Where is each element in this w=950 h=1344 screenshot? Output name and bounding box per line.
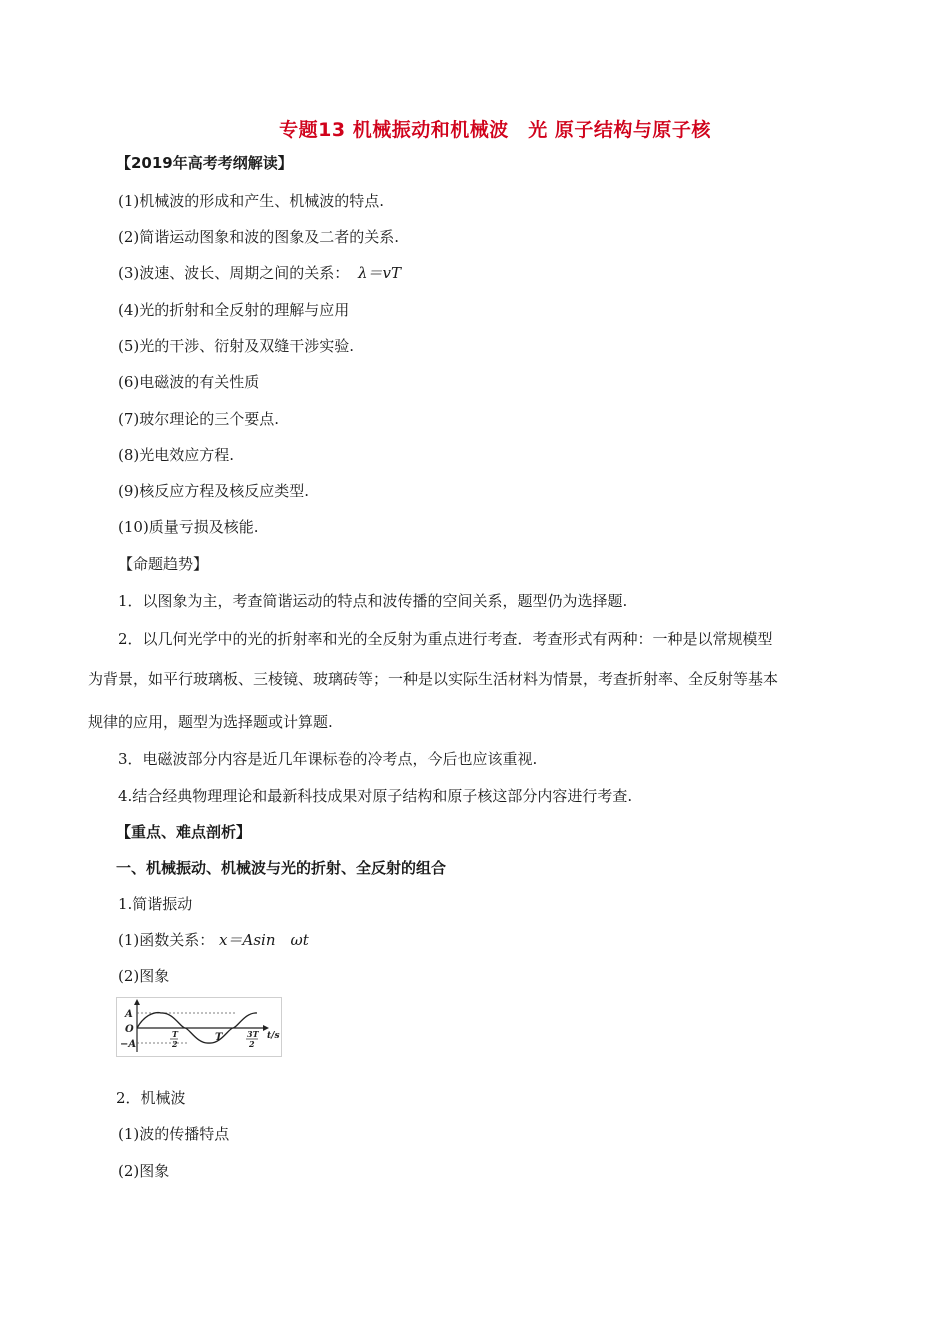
wave-propagation-item: (1)波的传播特点 bbox=[118, 1125, 230, 1143]
syllabus-item-3 bbox=[118, 262, 401, 283]
trend-paragraph-2-line-3: 规律的应用，题型为选择题或计算题. bbox=[88, 713, 333, 731]
shm-function-label: (1)函数关系： bbox=[118, 931, 215, 949]
shm-function-line bbox=[118, 929, 309, 950]
tick-3T2-num: 3T bbox=[247, 1029, 259, 1039]
syllabus-item-2: (2)简谐运动图象和波的图象及二者的关系. bbox=[118, 228, 400, 246]
syllabus-item-9: (9)核反应方程及核反应类型. bbox=[118, 482, 310, 500]
trend-paragraph-1: 1．以图象为主，考查简谐运动的特点和波传播的空间关系，题型仍为选择题. bbox=[118, 592, 628, 610]
trend-paragraph-4: 4.结合经典物理理论和最新科技成果对原子结构和原子核这部分内容进行考查. bbox=[118, 787, 633, 805]
wave-formula: λ＝vT bbox=[358, 264, 402, 282]
label-O: O bbox=[125, 1024, 134, 1035]
trend-paragraph-2-line-2: 为背景，如平行玻璃板、三棱镜、玻璃砖等；一种是以实际生活材料为情景，考查折射率、全反射等基本 bbox=[88, 670, 779, 688]
trend-paragraph-2-line-1: 2．以几何光学中的光的折射率和光的全反射为重点进行考查．考查形式有两种：一种是以常规模型 bbox=[118, 630, 773, 648]
syllabus-item-1: (1)机械波的形成和产生、机械波的特点. bbox=[118, 192, 385, 210]
tick-T2-num: T bbox=[172, 1029, 178, 1039]
shm-graph-label: (2)图象 bbox=[118, 967, 170, 985]
label-A: A bbox=[125, 1009, 133, 1020]
trend-paragraph-3: 3．电磁波部分内容是近几年课标卷的冷考点，今后也应该重视. bbox=[118, 750, 538, 768]
syllabus-item-5: (5)光的干涉、衍射及双缝干涉实验. bbox=[118, 337, 355, 355]
syllabus-item-7: (7)玻尔理论的三个要点. bbox=[118, 410, 280, 428]
wave-graph-item: (2)图象 bbox=[118, 1162, 170, 1180]
label-negA: −A bbox=[120, 1039, 137, 1050]
mech-wave-item: 2．机械波 bbox=[116, 1089, 186, 1107]
syllabus-item-8: (8)光电效应方程. bbox=[118, 446, 235, 464]
shm-graph-figure bbox=[116, 997, 282, 1057]
shm-item: 1.简谐振动 bbox=[118, 895, 193, 913]
page-title: 专题13 机械振动和机械波 光 原子结构与原子核 bbox=[279, 119, 711, 141]
key-points-subheading: 一、机械振动、机械波与光的折射、全反射的组合 bbox=[116, 859, 447, 877]
tick-3T2-den: 2 bbox=[249, 1039, 255, 1049]
axis-t-label: t/s bbox=[267, 1031, 280, 1041]
syllabus-item-3-text: (3)波速、波长、周期之间的关系： bbox=[118, 264, 350, 282]
trend-heading: 【命题趋势】 bbox=[118, 555, 209, 573]
tick-T2-den: 2 bbox=[172, 1039, 178, 1049]
tick-T: T bbox=[215, 1032, 223, 1043]
syllabus-item-4: (4)光的折射和全反射的理解与应用 bbox=[118, 301, 350, 319]
syllabus-item-6: (6)电磁波的有关性质 bbox=[118, 373, 260, 391]
shm-formula: x＝Asin ωt bbox=[219, 931, 309, 949]
key-points-heading: 【重点、难点剖析】 bbox=[116, 823, 252, 841]
syllabus-item-10: (10)质量亏损及核能. bbox=[118, 518, 259, 536]
y-axis-arrow bbox=[134, 999, 140, 1005]
shm-graph-svg bbox=[117, 998, 281, 1056]
syllabus-heading: 【2019年高考考纲解读】 bbox=[116, 154, 293, 172]
